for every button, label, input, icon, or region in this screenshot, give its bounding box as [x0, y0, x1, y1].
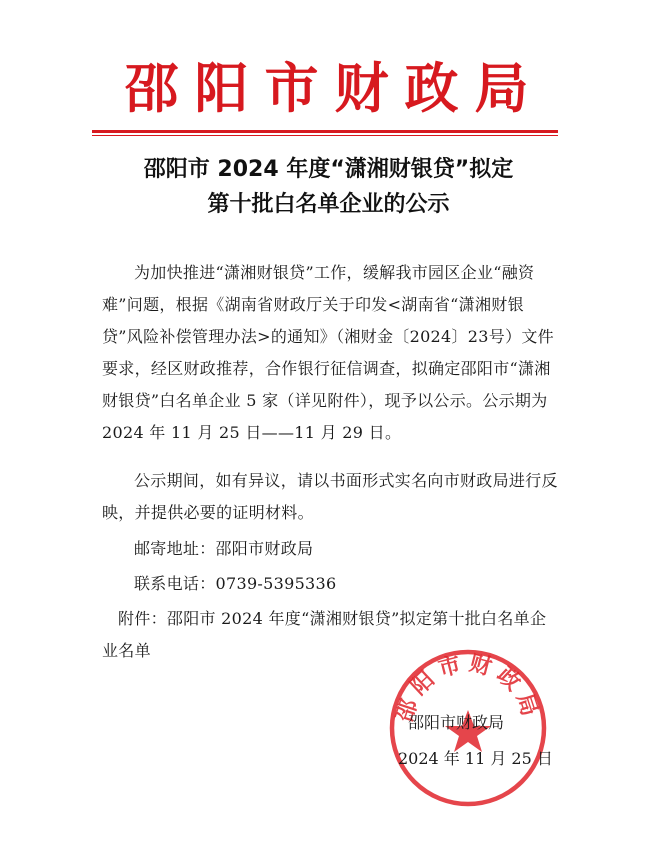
signature-date: 2024 年 11 月 25 日 [398, 749, 553, 768]
document-title-line-1: 邵阳市 2024 年度“潇湘财银贷”拟定 [143, 157, 514, 182]
letterhead-divider-thin [92, 135, 558, 136]
signature-organization: 邵阳市财政局 [408, 713, 505, 732]
mail-address: 邮寄地址：邵阳市财政局 [134, 539, 314, 558]
attachment-note: 附件：邵阳市 2024 年度“潇湘财银贷”拟定第十批白名单企业名单 [102, 609, 547, 660]
letterhead-title: 邵阳市财政局 [124, 56, 545, 120]
contact-phone: 联系电话：0739-5395336 [134, 574, 337, 593]
body-paragraph-2: 公示期间，如有异议，请以书面形式实名向市财政局进行反映，并提供必要的证明材料。 [102, 471, 558, 522]
document-title-line-2: 第十批白名单企业的公示 [207, 192, 450, 217]
letterhead-divider-thick [92, 130, 558, 133]
body-paragraph-2-block [102, 465, 560, 529]
seal-text: 邵阳市财政局 [392, 651, 544, 725]
body-paragraph-1: 为加快推进“潇湘财银贷”工作，缓解我市园区企业“融资难”问题，根据《湖南省财政厅关于印发<湖南省“潇湘财银贷”风险补偿管理办法>的通知》（湘财金〔2024〕23号）文件要求，经区财政推荐，合作银行征信调查，拟确定邵阳市“潇湘财银贷”白名单企业 5 家（详见附件），现予以公示。公示期为 2024 年 11 月 25 日——11 月 29 日。 [102, 263, 554, 442]
body-paragraph-1-block [102, 257, 560, 449]
